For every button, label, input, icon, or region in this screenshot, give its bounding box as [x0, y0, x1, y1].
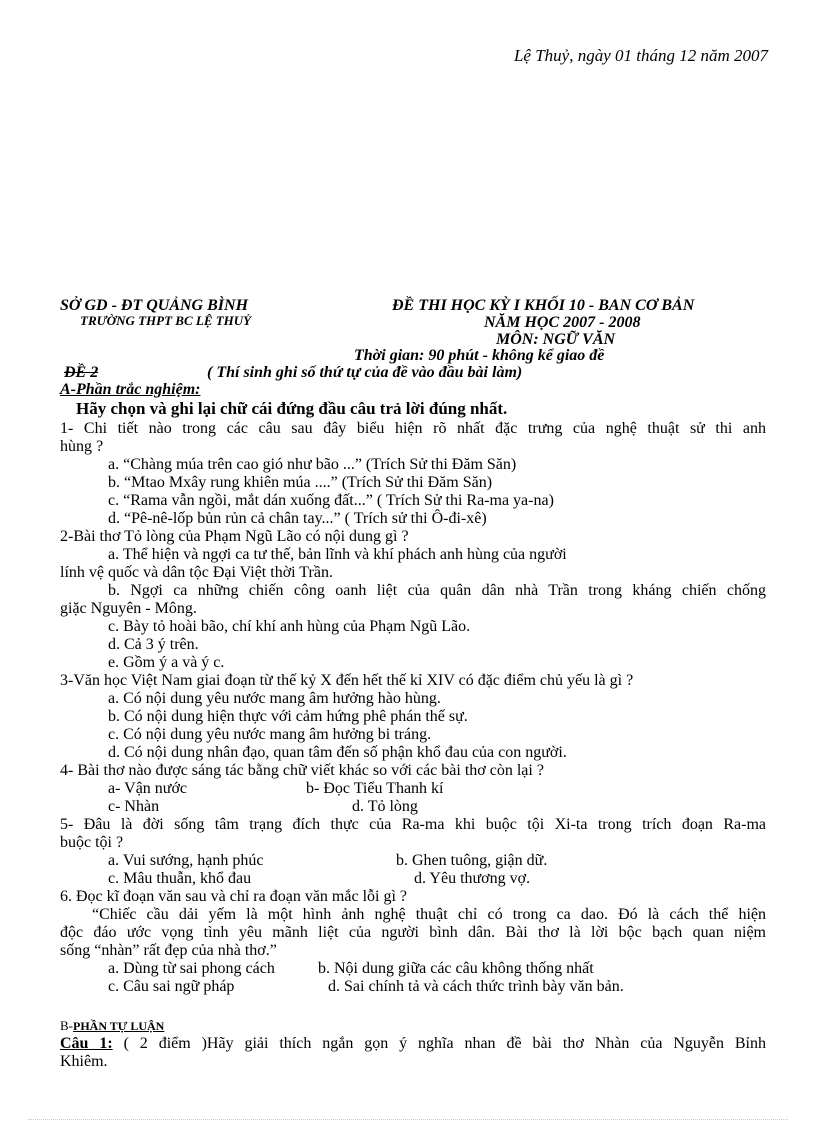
question-1-option-d: d. “Pê-nê-lốp bủn rủn cả chân tay...” ( Trích sử thi Ô-đi-xê) — [108, 510, 487, 527]
page-bottom-separator — [28, 1119, 788, 1120]
essay-question-1-line-2: Khiêm. — [60, 1053, 108, 1070]
part-a-instruction: Hãy chọn và ghi lại chữ cái đứng đầu câu trả lời đúng nhất. — [76, 399, 508, 418]
part-a-title: A-Phần trắc nghiệm: — [60, 381, 201, 398]
part-b-title: PHẦN TỰ LUẬN — [73, 1019, 165, 1033]
question-3-option-b: b. Có nội dung hiện thực với cảm hứng phê phán thế sự. — [108, 708, 468, 725]
question-6-line-1: 6. Đọc kĩ đoạn văn sau và chỉ ra đoạn văn mắc lỗi gì ? — [60, 888, 407, 905]
department-name: SỞ GD - ĐT QUẢNG BÌNH — [60, 297, 249, 314]
question-4-option-c: c- Nhàn — [108, 798, 160, 815]
question-5-line-1: 5- Đâu là đời sống tâm trạng đích thực của Ra-ma khi buộc tội Xi-ta trong trích đoạn Ra-ma — [60, 816, 766, 833]
question-1-option-a: a. “Chàng múa trên cao gió như bão ...” (Trích Sử thi Đăm Săn) — [108, 456, 517, 473]
question-5-option-c: c. Mâu thuẫn, khổ đau — [108, 870, 252, 887]
question-3-option-c: c. Có nội dung yêu nước mang âm hưởng bi tráng. — [108, 726, 432, 743]
question-3-option-d: d. Có nội dung nhân đạo, quan tâm đến số phận khổ đau của con người. — [108, 744, 567, 761]
part-b-heading — [60, 1018, 164, 1034]
subject: MÔN: NGỮ VĂN — [496, 331, 616, 348]
essay-question-1-text: ( 2 điểm )Hãy giải thích ngắn gọn ý nghĩa nhan đề bài thơ Nhàn của Nguyễn Bỉnh — [112, 1035, 767, 1052]
essay-question-1 — [60, 1035, 766, 1053]
question-2-option-a-line-1: a. Thể hiện và ngợi ca tư thế, bản lĩnh và khí phách anh hùng của người — [108, 546, 567, 563]
question-6-option-d: d. Sai chính tả và cách thức trình bày văn bản. — [328, 978, 624, 995]
question-2-option-d: d. Cả 3 ý trên. — [108, 636, 199, 653]
question-4-option-a: a- Vận nước — [108, 780, 188, 797]
question-6-passage-line-3: sống “nhàn” rất đẹp của nhà thơ.” — [60, 942, 277, 959]
question-3-option-a: a. Có nội dung yêu nước mang âm hưởng hào hùng. — [108, 690, 441, 707]
question-3-line-1: 3-Văn học Việt Nam giai đoạn từ thế kỷ X đến hết thế kỉ XIV có đặc điểm chủ yếu là gì ? — [60, 672, 634, 689]
question-2-option-e: e. Gồm ý a và ý c. — [108, 654, 225, 671]
question-5-option-a: a. Vui sướng, hạnh phúc — [108, 852, 264, 869]
question-5-option-b: b. Ghen tuông, giận dữ. — [396, 852, 548, 869]
question-2-option-a-line-2: lính vệ quốc và dân tộc Đại Việt thời Trần. — [60, 564, 333, 581]
question-6-option-a: a. Dùng từ sai phong cách — [108, 960, 275, 977]
question-2-option-b-line-1: b. Ngợi ca những chiến công oanh liệt của quân dân nhà Trần trong kháng chiến chống — [108, 582, 766, 599]
question-6-passage-line-2: độc đáo ước vọng tình yêu mãnh liệt của người bình dân. Bài thơ là lời bộc bạch quan niệm — [60, 924, 766, 941]
question-4-option-d: d. Tỏ lòng — [352, 798, 418, 815]
exam-time: Thời gian: 90 phút - không kể giao đề — [354, 347, 605, 364]
question-1-option-c: c. “Rama vẫn ngồi, mắt dán xuống đất...” ( Trích Sử thi Ra-ma ya-na) — [108, 492, 554, 509]
question-4-option-b: b- Đọc Tiểu Thanh kí — [306, 780, 444, 797]
question-1-line-1: 1- Chi tiết nào trong các câu sau đây biểu hiện rõ nhất đặc trưng của nghệ thuật sử thi anh — [60, 420, 766, 437]
date-line: Lệ Thuỷ, ngày 01 tháng 12 năm 2007 — [513, 46, 768, 65]
question-2-option-b-line-2: giặc Nguyên - Mông. — [60, 600, 197, 617]
school-name: TRƯỜNG THPT BC LỆ THUỶ — [80, 313, 252, 328]
question-6-passage-line-1: “Chiếc cầu dải yếm là một hình ảnh nghệ thuật chỉ có trong ca dao. Đó là cách thể hiện — [92, 906, 766, 923]
question-1-option-b: b. “Mtao Mxây rung khiên múa ....” (Trích Sử thi Đăm Săn) — [108, 474, 493, 491]
exam-code: ĐỀ 2 — [64, 364, 99, 381]
question-4-line-1: 4- Bài thơ nào được sáng tác bằng chữ viết khác so với các bài thơ còn lại ? — [60, 762, 544, 779]
question-5-line-2: buộc tội ? — [60, 834, 124, 851]
question-2-line-1: 2-Bài thơ Tỏ lòng của Phạm Ngũ Lão có nội dung gì ? — [60, 528, 409, 545]
exam-title: ĐỀ THI HỌC KỲ I KHỐI 10 - BAN CƠ BẢN — [392, 297, 695, 314]
question-1-line-2: hùng ? — [60, 438, 104, 455]
question-2-option-c: c. Bày tỏ hoài bão, chí khí anh hùng của Phạm Ngũ Lão. — [108, 618, 471, 635]
exam-instruction: ( Thí sinh ghi số thứ tự của đề vào đầu bài làm) — [207, 364, 523, 381]
part-b-prefix: B- — [60, 1018, 73, 1033]
question-6-option-c: c. Câu sai ngữ pháp — [108, 978, 235, 995]
question-5-option-d: d. Yêu thương vợ. — [414, 870, 531, 887]
school-year: NĂM HỌC 2007 - 2008 — [484, 314, 641, 331]
essay-question-1-label: Câu 1: — [60, 1035, 113, 1052]
question-6-option-b: b. Nội dung giữa các câu không thống nhất — [318, 960, 594, 977]
